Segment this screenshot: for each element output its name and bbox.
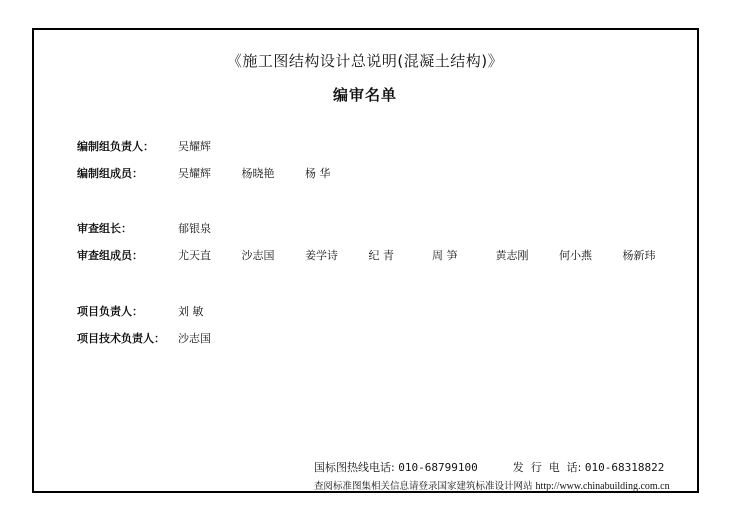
person-name: 黄志刚: [495, 249, 529, 262]
footer-phone-line: [314, 459, 664, 475]
person-name: 杨新玮: [622, 249, 656, 262]
review-lead-label: 审查组长：: [77, 222, 132, 235]
review-members-names: [178, 247, 683, 263]
compile-lead-label: 编制组负责人：: [77, 140, 154, 153]
hotline-number: 010-68799100: [398, 461, 478, 474]
issue-phone-number: 010-68318822: [584, 461, 665, 474]
person-name: 何小燕: [559, 249, 592, 262]
hotline-label: 国标图热线电话:: [314, 461, 395, 474]
compile-members-label: 编制组成员：: [77, 167, 143, 180]
review-lead-names: [178, 220, 231, 236]
website-url[interactable]: http://www.chinabuilding.com.cn: [535, 481, 670, 492]
footer-website-line: [314, 478, 670, 492]
person-name: 刘 敏: [178, 305, 204, 318]
person-name: 杨 华: [305, 167, 331, 180]
person-name: 吴耀辉: [178, 167, 211, 180]
review-members-label: 审查组成员：: [77, 249, 143, 262]
person-name: 尤天直: [178, 249, 211, 262]
document-subtitle: 编审名单: [332, 86, 397, 104]
tech-lead-label: 项目技术负责人：: [77, 332, 165, 345]
person-name: 吴耀辉: [178, 140, 211, 153]
person-name: 纪 青: [368, 249, 394, 262]
project-lead-label: 项目负责人：: [77, 305, 143, 318]
tech-lead-names: [178, 330, 231, 346]
project-lead-names: [178, 303, 224, 319]
person-name: 沙志国: [178, 332, 211, 345]
person-name: 杨晓艳: [241, 167, 275, 180]
document-title: 《施工图结构设计总说明(混凝土结构)》: [226, 52, 504, 70]
person-name: 沙志国: [241, 249, 275, 262]
website-notice: 查阅标准图集相关信息请登录国家建筑标准设计网站: [314, 481, 533, 492]
person-name: 姜学诗: [305, 249, 338, 262]
issue-phone-label: 发 行 电 话:: [512, 461, 582, 474]
compile-members-names: [178, 165, 365, 181]
compile-lead-names: [178, 138, 231, 154]
person-name: 周 笋: [432, 249, 458, 262]
person-name: 郁银泉: [178, 222, 211, 235]
